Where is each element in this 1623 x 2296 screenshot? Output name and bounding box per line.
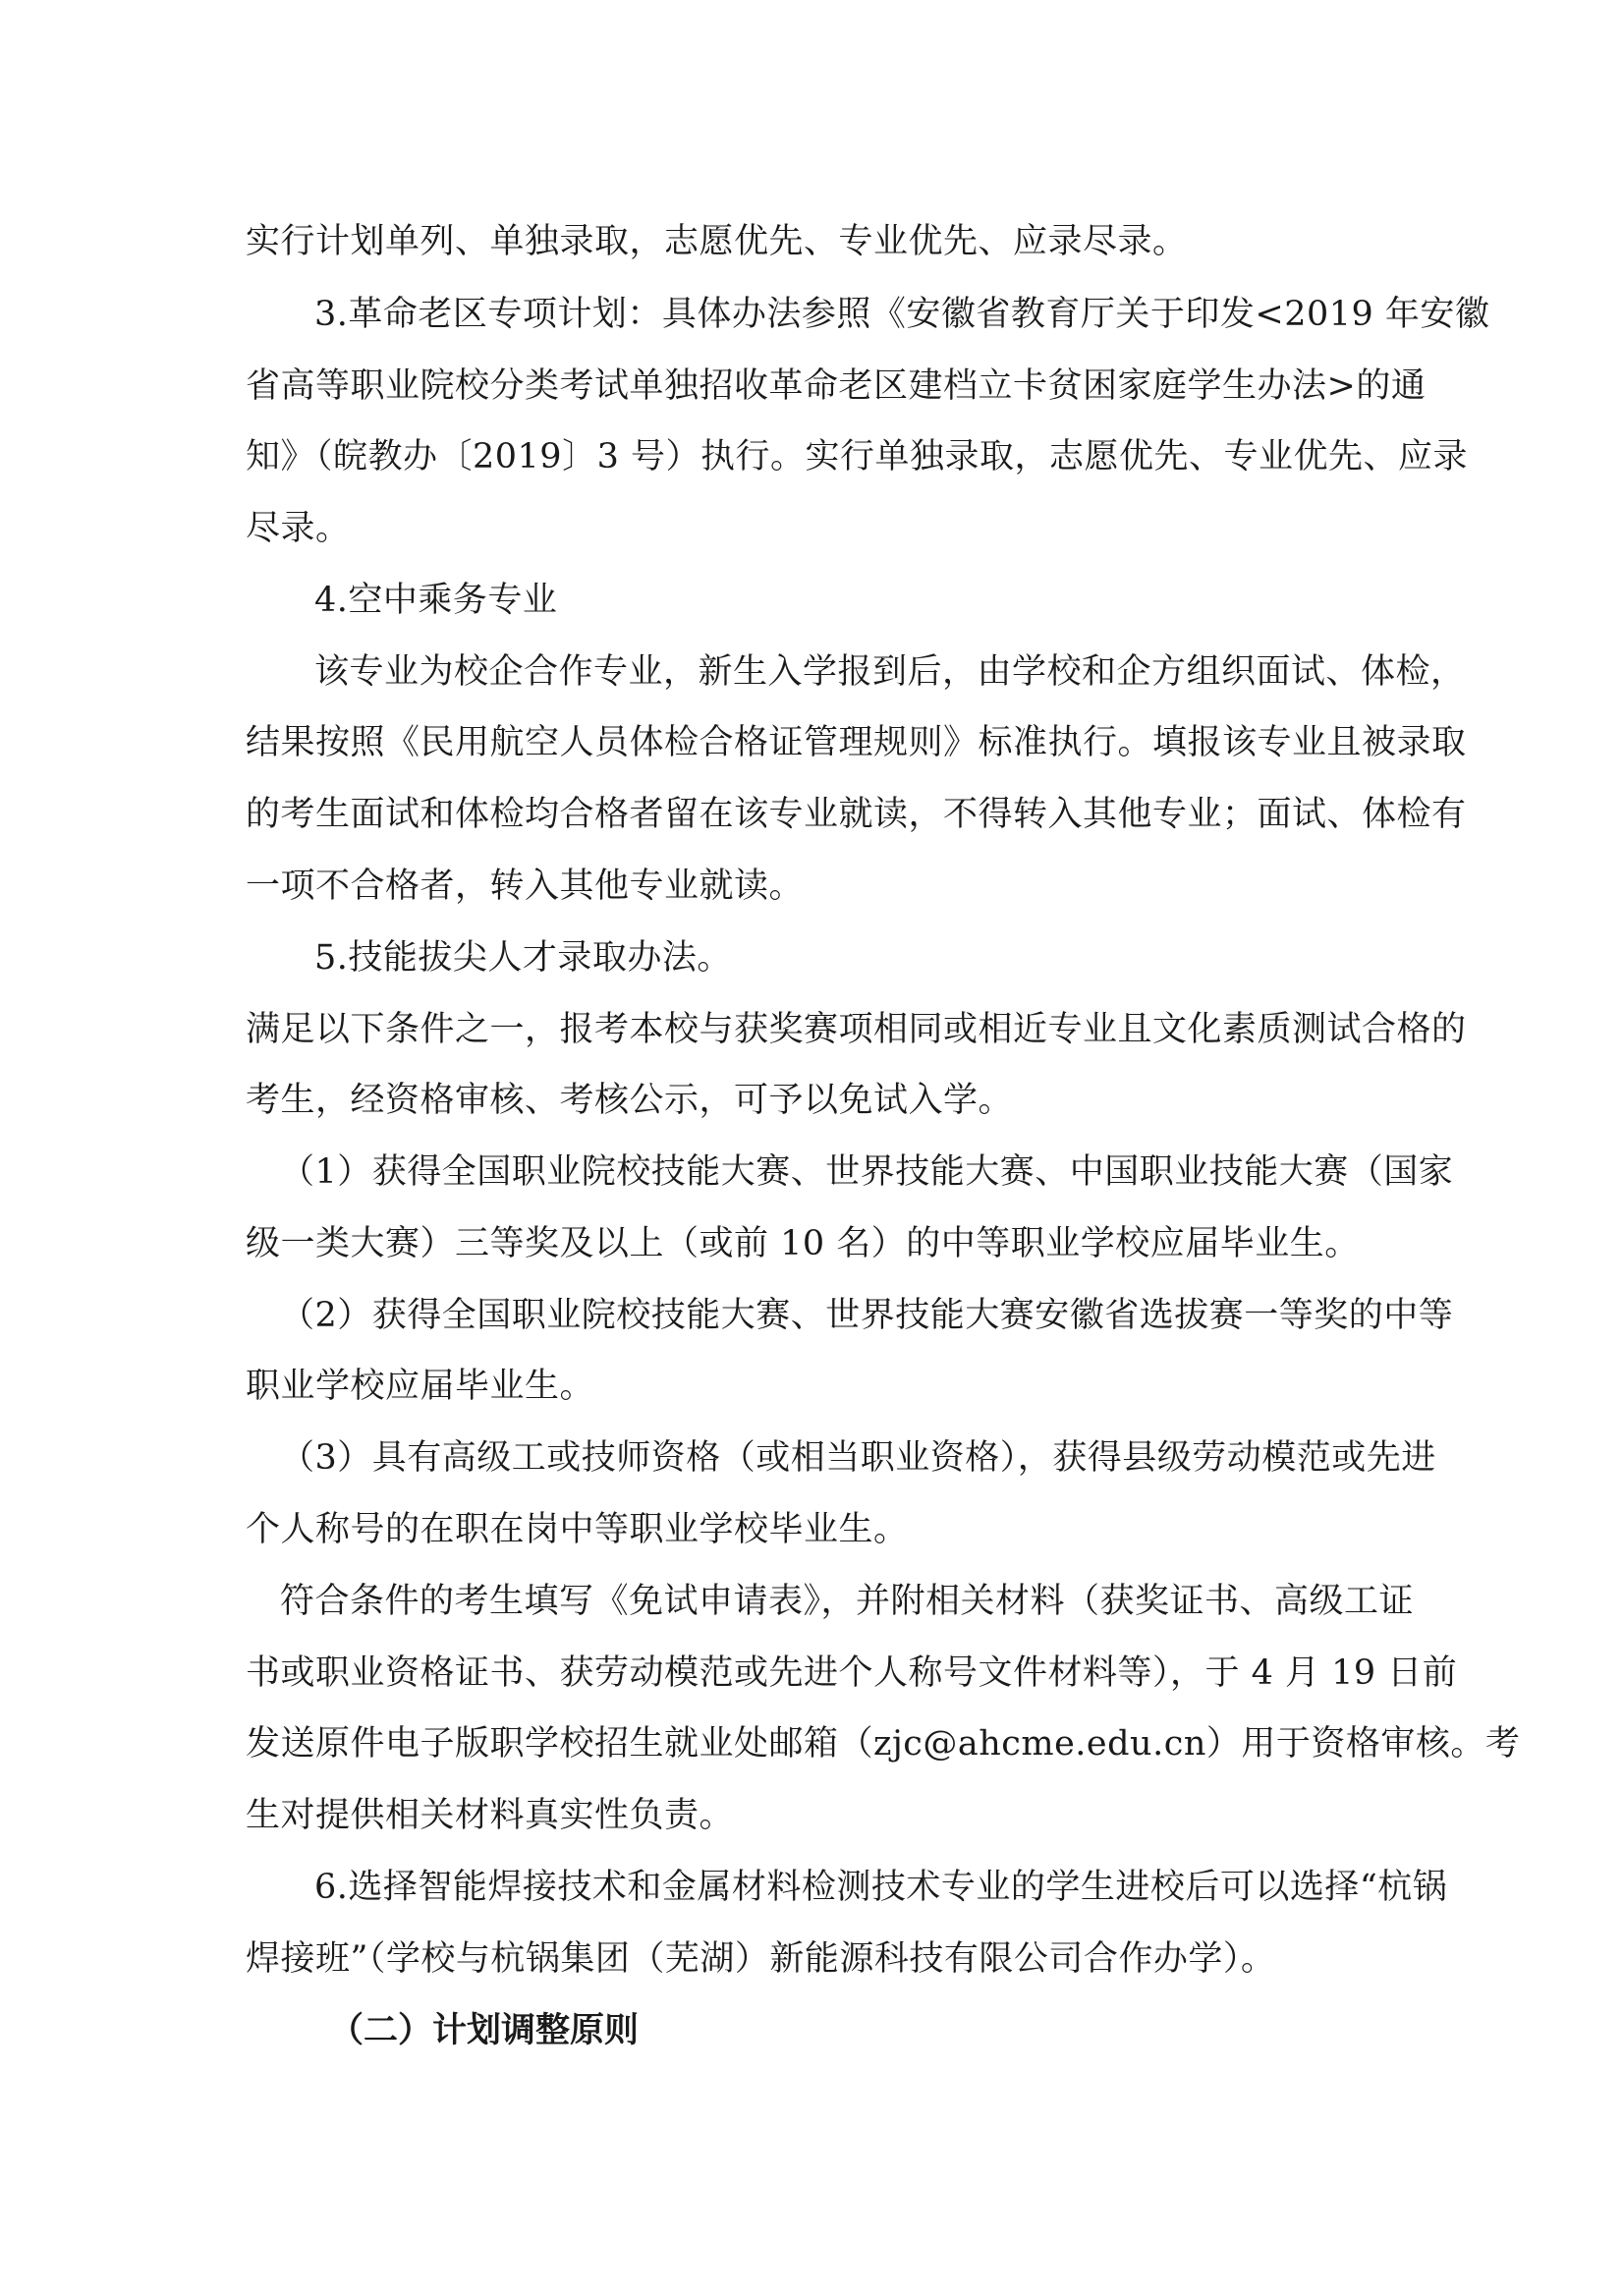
paragraph-line: 尽录。 [246, 509, 351, 548]
paragraph-line: 个人称号的在职在岗中等职业学校毕业生。 [246, 1510, 909, 1549]
paragraph-line: 结果按照《民用航空人员体检合格证管理规则》标准执行。填报该专业且被录取 [246, 723, 1467, 762]
section-heading: （二）计划调整原则 [329, 2011, 640, 2050]
paragraph-line: （1）获得全国职业院校技能大赛、世界技能大赛、中国职业技能大赛（国家 [280, 1152, 1454, 1192]
paragraph-line: 级一类大赛）三等奖及以上（或前 10 名）的中等职业学校应届毕业生。 [246, 1224, 1360, 1263]
paragraph-line: 6.选择智能焊接技术和金属材料检测技术专业的学生进校后可以选择“杭锅 [314, 1868, 1448, 1907]
paragraph-line: 3.革命老区专项计划：具体办法参照《安徽省教育厅关于印发<2019 年安徽 [314, 295, 1490, 334]
paragraph-line: 4.空中乘务专业 [314, 581, 558, 620]
paragraph-line: 符合条件的考生填写《免试申请表》，并附相关材料（获奖证书、高级工证 [280, 1582, 1415, 1621]
paragraph-line: 一项不合格者，转入其他专业就读。 [246, 867, 805, 906]
paragraph-line: （3）具有高级工或技师资格（或相当职业资格），获得县级劳动模范或先进 [280, 1438, 1436, 1478]
paragraph-line: 发送原件电子版职学校招生就业处邮箱（zjc@ahcme.edu.cn）用于资格审核。考 [246, 1724, 1521, 1764]
paragraph-line: （2）获得全国职业院校技能大赛、世界技能大赛安徽省选拔赛一等奖的中等 [280, 1296, 1454, 1335]
paragraph-line: 该专业为校企合作专业，新生入学报到后，由学校和企方组织面试、体检， [314, 652, 1466, 692]
paragraph-line: 职业学校应届毕业生。 [246, 1367, 595, 1406]
paragraph-line: 满足以下条件之一，报考本校与获奖赛项相同或相近专业且文化素质测试合格的 [246, 1010, 1467, 1049]
paragraph-line: 书或职业资格证书、获劳动模范或先进个人称号文件材料等），于 4 月 19 日前 [246, 1653, 1458, 1693]
paragraph-line: 知》（皖教办〔2019〕3 号）执行。实行单独录取，志愿优先、专业优先、应录 [246, 437, 1468, 476]
paragraph-line: 省高等职业院校分类考试单独招收革命老区建档立卡贫困家庭学生办法>的通 [246, 366, 1427, 406]
paragraph-line: 焊接班”（学校与杭锅集团（芜湖）新能源科技有限公司合作办学）。 [246, 1939, 1276, 1979]
paragraph-line: 生对提供相关材料真实性负责。 [246, 1796, 735, 1835]
paragraph-line: 5.技能拔尖人才录取办法。 [314, 938, 732, 978]
paragraph-line: 实行计划单列、单独录取，志愿优先、专业优先、应录尽录。 [246, 222, 1188, 261]
paragraph-line: 考生，经资格审核、考核公示，可予以免试入学。 [246, 1081, 1014, 1120]
paragraph-line: 的考生面试和体检均合格者留在该专业就读，不得转入其他专业；面试、体检有 [246, 795, 1467, 834]
